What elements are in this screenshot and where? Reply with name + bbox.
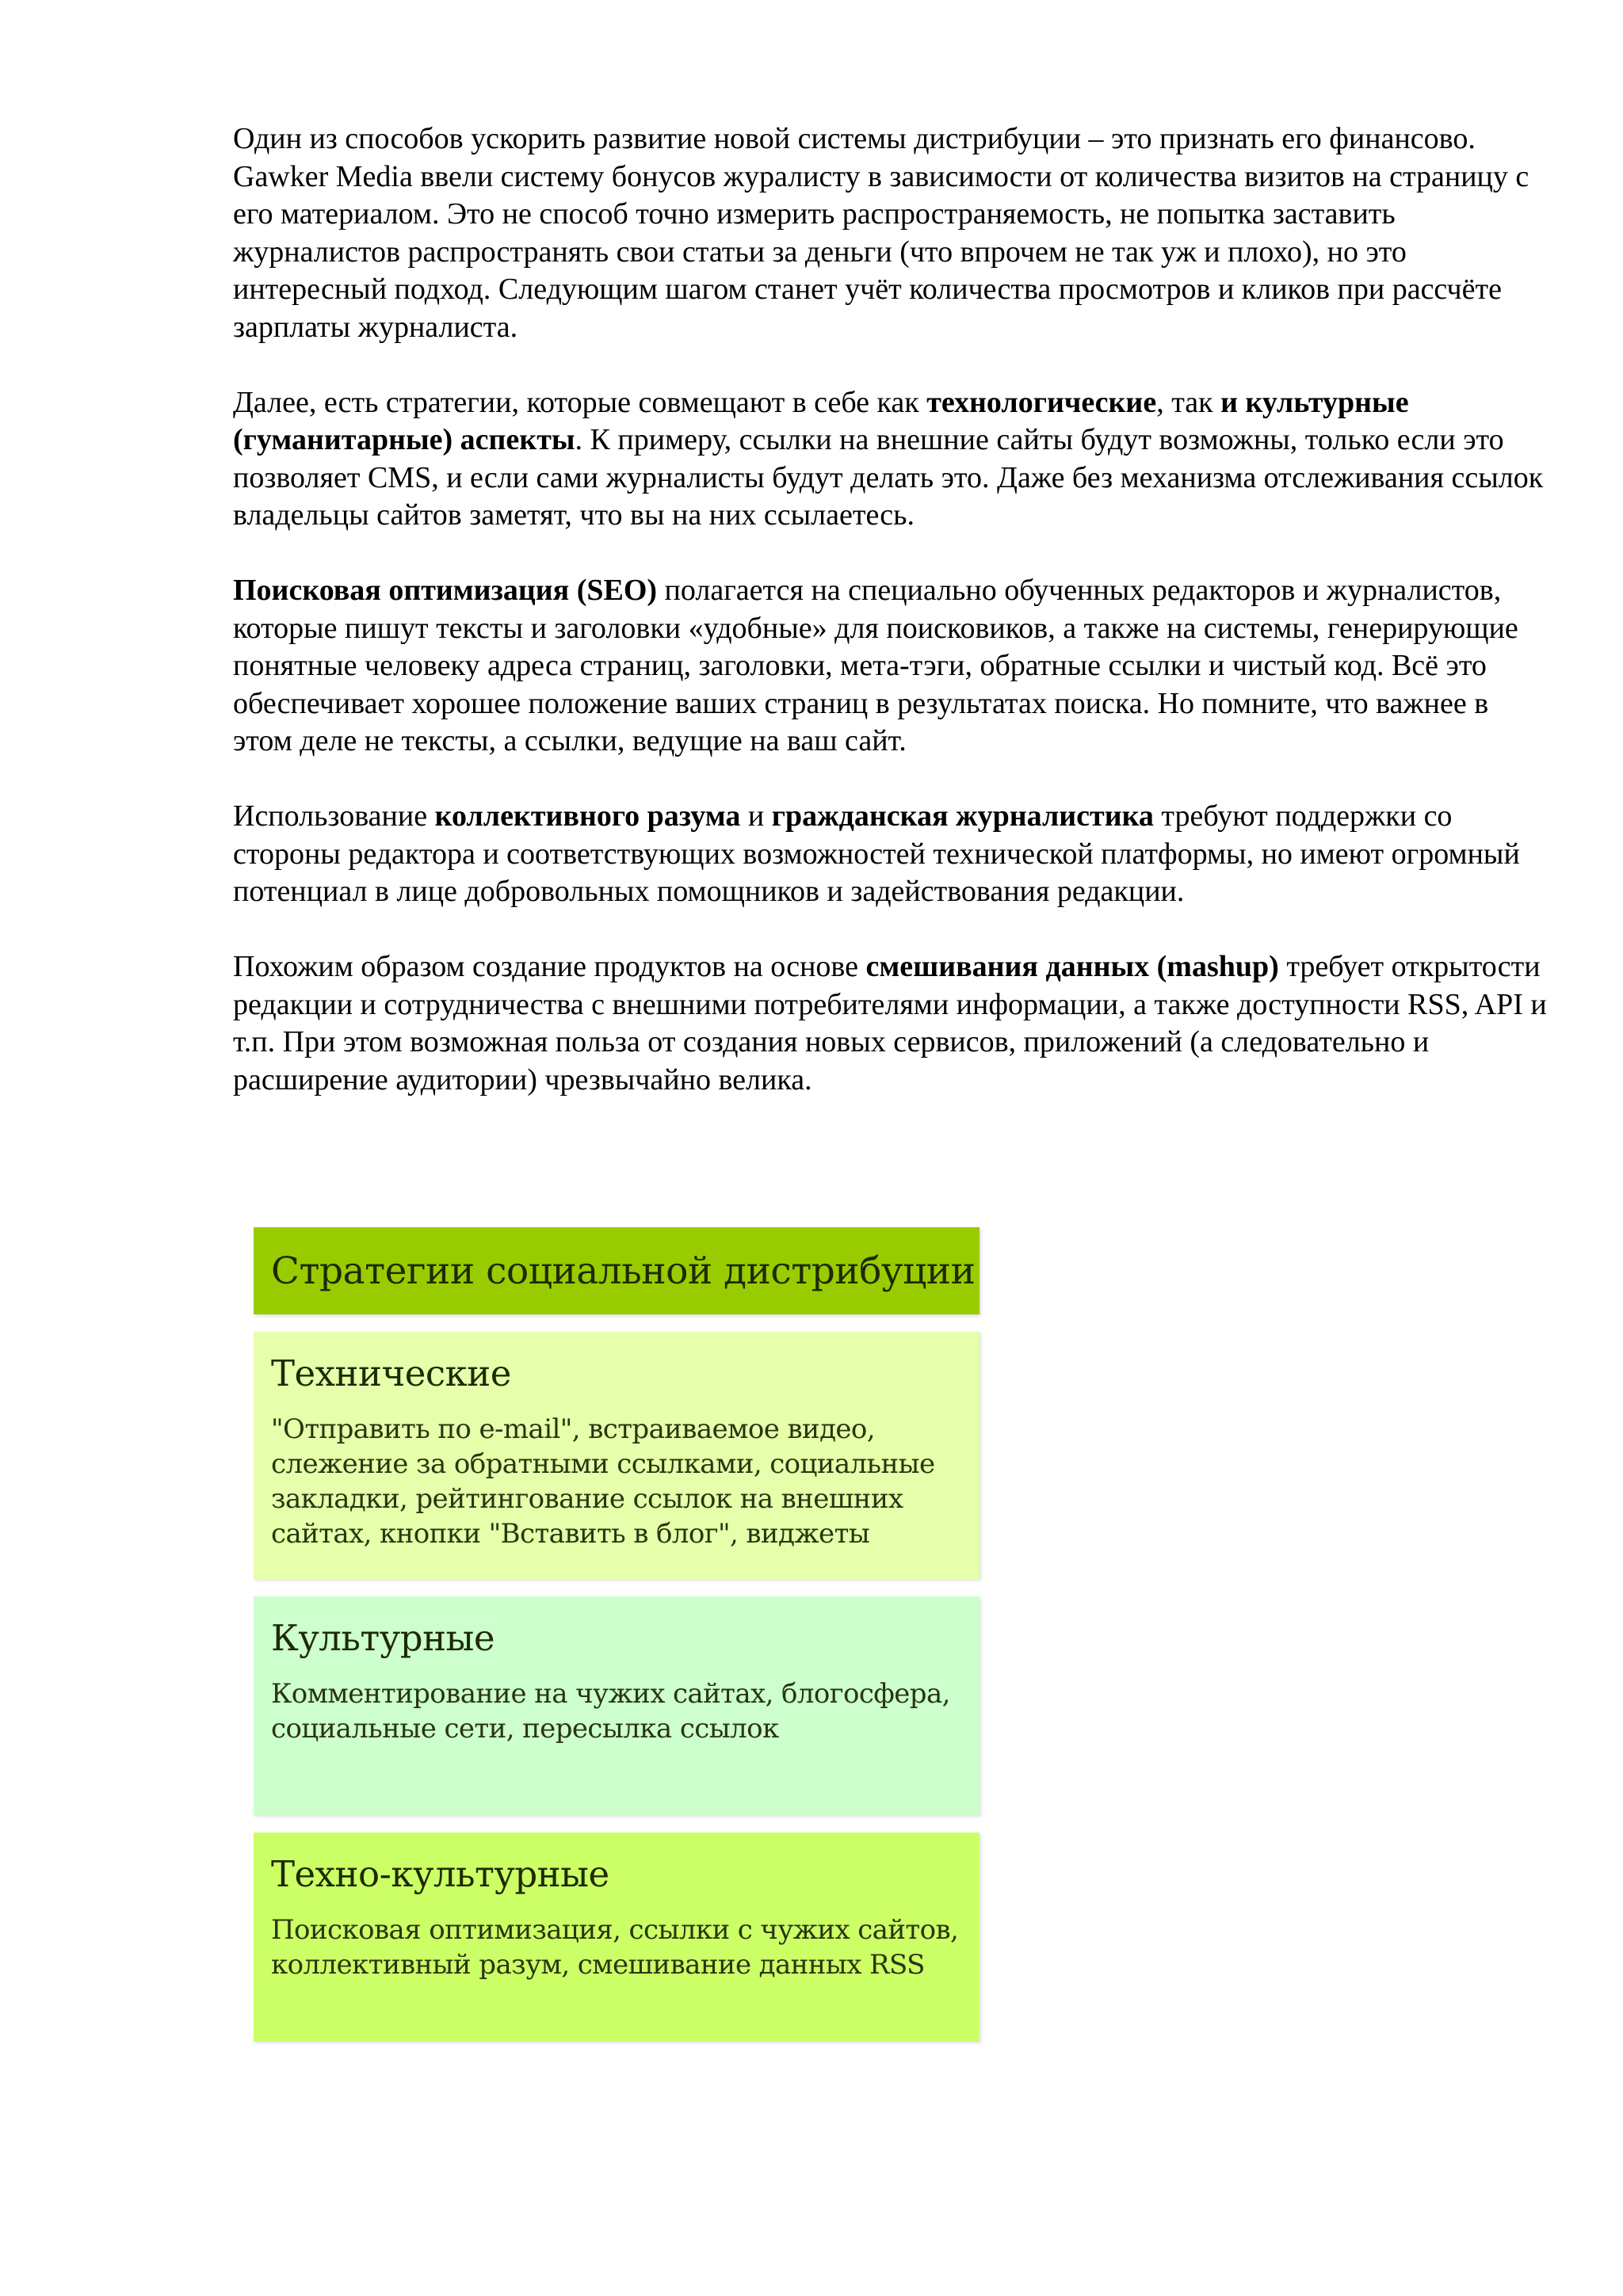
- text-run: Далее, есть стратегии, которые совмещают в себе как: [233, 385, 927, 419]
- text-run: требует открытости редакции и сотрудничества с внешними потребителями информации, а также доступности RSS, API и т.п. При этом возможная польза от создания новых сервисов, приложений (а следовательно и расширение аудитории) чрезвычайно велика.: [233, 950, 1547, 1097]
- bold-term: технологические: [926, 385, 1157, 419]
- bold-term: смешивания данных (mashup): [865, 950, 1279, 983]
- card-technical-title: Технические: [271, 1352, 511, 1394]
- paragraph-financial: [233, 120, 1549, 346]
- text-run: полагается на специально обученных редакторов и журналистов, которые пишут тексты и заголовки «удобные» для поисковиков, а также на системы, генерирующие понятные человеку адреса страниц, заголовки, мета-тэги, обратные ссылки и чистый код. Всё это обеспечивает хорошее положение ваших страниц в результатах поиска. Но помните, что важнее в этом деле не тексты, а ссылки, ведущие на ваш сайт.: [233, 574, 1518, 757]
- card-technical-body: "Отправить по e-mail", встраиваемое видео, слежение за обратными ссылками, социальные закладки, рейтингование ссылок на внешних сайтах, кнопки "Вставить в блог", виджеты: [271, 1413, 935, 1550]
- card-cultural-title: Культурные: [271, 1617, 495, 1659]
- card-cultural-body: Комментирование на чужих сайтах, блогосфера, социальные сети, пересылка ссылок: [271, 1678, 950, 1745]
- card-techno-cultural-title: Техно-культурные: [271, 1853, 609, 1895]
- paragraph-mashup: [233, 948, 1549, 1099]
- text-run: и: [740, 799, 772, 833]
- bold-term: гражданская журналистика: [771, 799, 1154, 833]
- bold-term: коллективного разума: [434, 799, 741, 833]
- article-text: [233, 120, 1549, 1137]
- card-cultural: [254, 1596, 980, 1815]
- text-run: Один из способов ускорить развитие новой системы дистрибуции – это признать его финансово. Gawker Media ввели систему бонусов журалисту в зависимости от количества визитов на страницу с его материалом. Это не способ точно измерить распространяемость, не попытка заставить журналистов распространять свои статьи за деньги (что впрочем не так уж и плохо), но это интересный подход. Следующим шагом станет учёт количества просмотров и кликов при рассчёте зарплаты журналиста.: [233, 122, 1529, 344]
- bold-term: Поисковая оптимизация (SEO): [233, 574, 658, 607]
- text-run: , так: [1156, 385, 1221, 419]
- strategies-diagram: [254, 1227, 980, 2042]
- paragraph-collective: [233, 798, 1549, 911]
- card-technical: [254, 1332, 980, 1579]
- text-run: требуют поддержки со стороны редактора и соответствующих возможностей технической платформы, но имеют огромный потенциал в лице добровольных помощников и задействования редакции.: [233, 799, 1520, 908]
- card-techno-cultural-body: Поисковая оптимизация, ссылки с чужих сайтов, коллективный разум, смешивание данных RSS: [271, 1914, 959, 1981]
- text-run: . К примеру, ссылки на внешние сайты будут возможны, только если это позволяет CMS, и если сами журналисты будут делать это. Даже без механизма отслеживания ссылок владельцы сайтов заметят, что вы на них ссылаетесь.: [233, 423, 1544, 532]
- text-run: Использование: [233, 799, 435, 833]
- bold-term: и культурные (гуманитарные) аспекты: [233, 385, 1409, 456]
- paragraph-strategies: [233, 384, 1549, 535]
- card-techno-cultural: [254, 1833, 980, 2042]
- diagram-header: Стратегии социальной дистрибуции: [254, 1227, 980, 1314]
- text-run: Похожим образом создание продуктов на основе: [233, 950, 866, 983]
- paragraph-seo: [233, 572, 1549, 761]
